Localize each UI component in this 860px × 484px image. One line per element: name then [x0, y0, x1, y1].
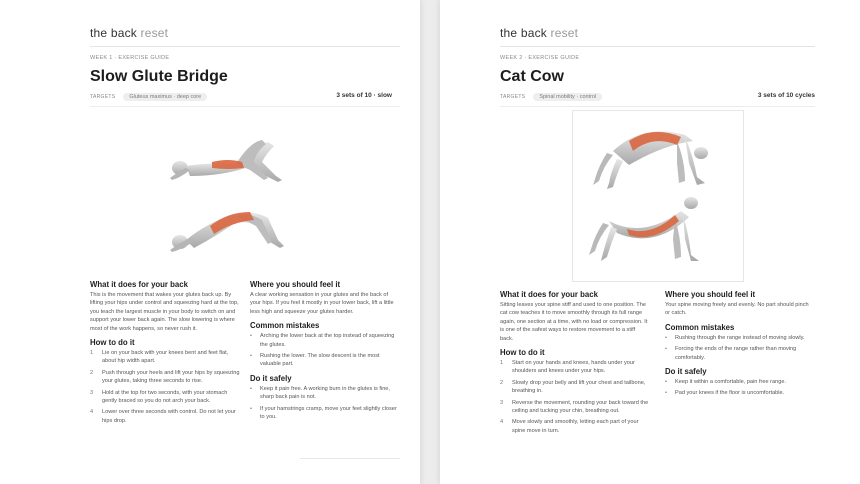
how-to-heading: How to do it — [90, 338, 135, 348]
step-item: 2 Push through your heels and lift your hips by squeezing your glutes, taking three seconds to rise. — [90, 369, 240, 385]
step-item: 3 Hold at the top for two seconds, with your stomach gently braced so you do not arch your back. — [90, 389, 228, 405]
left-column-content — [90, 280, 240, 430]
step-item: 3 Reverse the movement, rounding your back toward the ceiling and tucking your chin, breathing out. — [500, 399, 649, 415]
mistakes-list — [665, 334, 815, 362]
mistake-item: • Arching the lower back at the top instead of squeezing the glutes. — [250, 333, 395, 348]
safety-list — [665, 378, 815, 398]
exercise-title: Slow Glute Bridge — [90, 68, 228, 85]
step-item: 1 Start on your hands and knees, hands under your shoulders and knees under your hips. — [500, 360, 635, 375]
figure-cat-pose — [593, 131, 708, 189]
title-divider — [90, 106, 400, 107]
safety-item: • If your hamstrings cramp, move your feet slightly closer to you. — [250, 405, 397, 421]
left-column-content — [500, 290, 650, 440]
safety-item: • Keep it pain free. A working burn in the glutes is fine, sharp back pain is not. — [250, 385, 390, 401]
cat-cow-figures — [573, 111, 743, 281]
mistake-item: • Rushing the lower. The slow descent is the most valuable part. — [250, 353, 380, 368]
what-it-does-text: Sitting leaves your spine stiff and used to one position. The cat cow teaches it to move smoothly through its full range again, one section at a time, with no load or compression. It is one of the safest ways to restore movement to a stiff back. — [500, 302, 648, 342]
exercise-page-glute-bridge — [0, 0, 420, 484]
safety-item: • Pad your knees if the floor is uncomfortable. — [665, 390, 785, 397]
safety-list — [250, 385, 400, 422]
how-to-heading: How to do it — [500, 348, 545, 358]
brand-logo — [90, 26, 168, 40]
targets-row — [500, 92, 602, 102]
right-column-content — [250, 280, 400, 426]
figure-bridge-top — [170, 212, 284, 252]
brand-name: the back — [500, 26, 547, 40]
where-feel-heading: Where you should feel it — [665, 290, 756, 299]
targets-label: TARGETS — [500, 94, 526, 100]
steps-list — [90, 349, 240, 425]
brand-accent: reset — [140, 26, 169, 40]
sets-reps: 3 sets of 10 cycles — [757, 92, 815, 99]
footer-divider — [300, 458, 400, 459]
week-label: WEEK 2 · EXERCISE GUIDE — [500, 55, 580, 61]
mistakes-heading: Common mistakes — [665, 322, 735, 332]
target-muscle-tag: Spinal mobility · control — [533, 93, 602, 101]
safety-heading: Do it safely — [665, 367, 707, 377]
glute-bridge-illustration — [150, 118, 340, 266]
week-label: WEEK 1 · EXERCISE GUIDE — [90, 55, 170, 61]
where-feel-text: Your spine moving freely and evenly. No part should pinch or catch. — [665, 302, 809, 317]
header-divider — [90, 46, 400, 47]
mistakes-heading: Common mistakes — [250, 321, 320, 331]
cat-cow-illustration — [572, 110, 744, 282]
glute-bridge-figures — [150, 118, 340, 266]
what-it-does-heading: What it does for your back — [500, 290, 598, 299]
steps-list — [500, 359, 650, 435]
sets-reps: 3 sets of 10 · slow — [336, 92, 392, 99]
right-column-content — [665, 290, 815, 403]
exercise-page-cat-cow — [440, 0, 860, 484]
mistake-item: • Forcing the ends of the range rather than moving comfortably. — [665, 346, 797, 361]
what-it-does-text: This is the movement that wakes your glutes back up. By lifting your hips under control and squeezing hard at the top, you teach the largest muscle in your body to switch on and support your lower back again. The slow lowering is where most of the work happens, so never rush it. — [90, 292, 239, 332]
step-item: 2 Slowly drop your belly and lift your chest and tailbone, breathing in. — [500, 379, 646, 395]
figure-lying-start — [170, 140, 282, 182]
target-muscle-tag: Gluteus maximus · deep core — [123, 93, 207, 101]
brand-logo — [500, 26, 578, 40]
figure-cow-pose — [589, 197, 699, 261]
mistake-item: • Rushing through the range instead of moving slowly. — [665, 334, 805, 341]
what-it-does-heading: What it does for your back — [90, 280, 188, 289]
step-item: 4 Lower over three seconds with control. Do not let your hips drop. — [90, 409, 236, 424]
safety-item: • Keep it within a comfortable, pain free range. — [665, 379, 787, 386]
targets-label: TARGETS — [90, 94, 116, 100]
safety-heading: Do it safely — [250, 373, 292, 383]
targets-row — [90, 92, 207, 102]
exercise-title: Cat Cow — [500, 68, 564, 85]
brand-accent: reset — [550, 26, 579, 40]
step-item: 4 Move slowly and smoothly, letting each part of your spine move in turn. — [500, 419, 639, 434]
mistakes-list — [250, 332, 400, 369]
where-feel-text: A clear working sensation in your glutes and the back of your hips. If you feel it mostly in your lower back, lift a little less high and squeeze your glutes harder. — [250, 292, 394, 315]
title-divider — [500, 106, 815, 107]
step-item: 1 Lie on your back with your knees bent and feet flat, about hip width apart. — [90, 350, 229, 365]
brand-name: the back — [90, 26, 137, 40]
header-divider — [500, 46, 815, 47]
where-feel-heading: Where you should feel it — [250, 280, 341, 289]
